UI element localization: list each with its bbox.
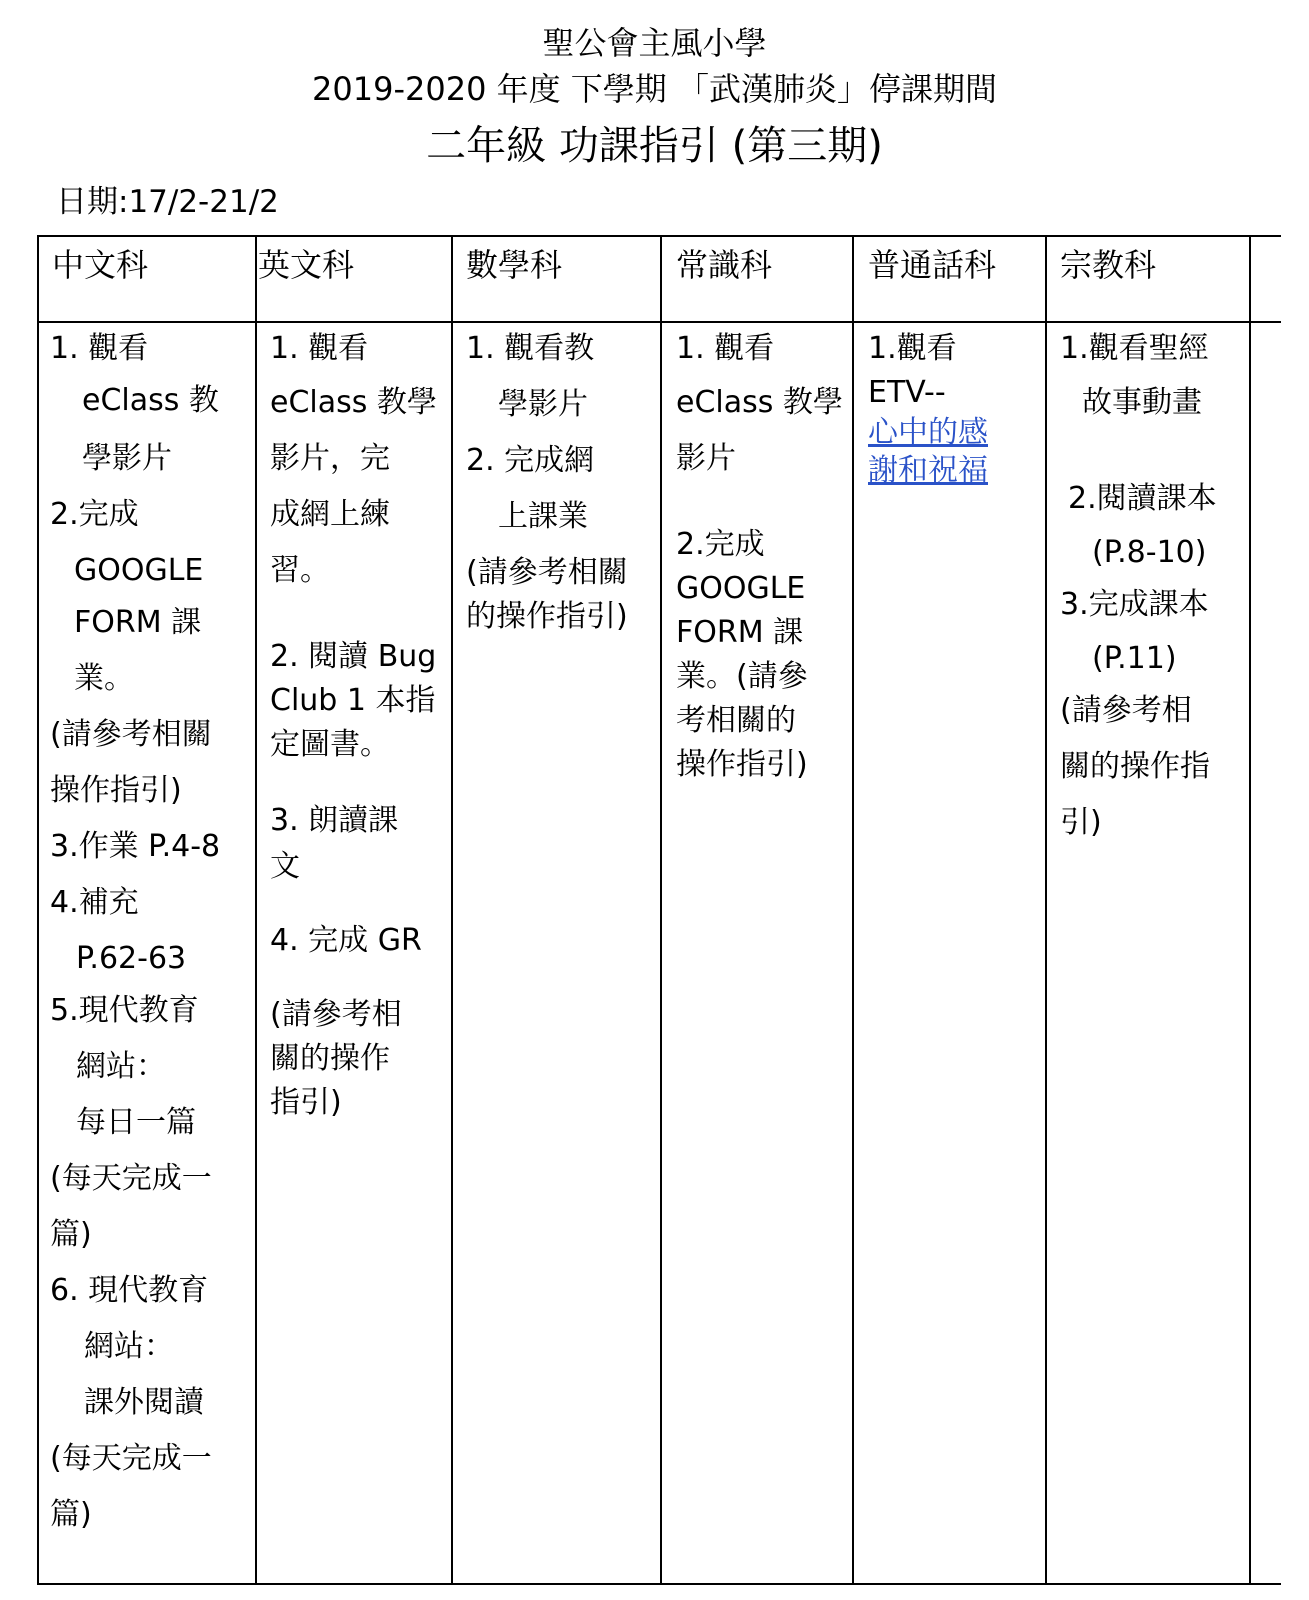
subject-header-general: 常識科 [676, 246, 773, 284]
instruction-line: 業。 [74, 661, 134, 696]
instruction-line: 篇) [50, 1497, 92, 1532]
instruction-line: 網站： [76, 1049, 166, 1084]
instruction-line: eClass 教學 [270, 385, 437, 420]
instruction-line: 3.完成課本 [1060, 587, 1209, 622]
instruction-line: 5.現代教育 [50, 993, 199, 1028]
column-divider [255, 235, 257, 1585]
instruction-line: 2. 閱讀 Bug [270, 639, 437, 674]
table-border-right [1249, 235, 1251, 1585]
period-subtitle: 2019-2020 年度 下學期 「武漢肺炎」停課期間 [312, 70, 997, 108]
instruction-line: 引) [1060, 805, 1102, 840]
date-range: 日期:17/2-21/2 [56, 184, 279, 220]
instruction-line: 2. 完成網 [466, 443, 595, 478]
instruction-line: (P.8-10) [1092, 535, 1207, 570]
instruction-line: 考相關的 [676, 703, 796, 738]
instruction-line: 故事動畫 [1082, 385, 1202, 420]
subject-header-chinese: 中文科 [52, 246, 149, 284]
instruction-line: 學影片 [82, 441, 172, 476]
instruction-line: P.62-63 [76, 941, 187, 976]
instruction-line: (請參考相 [1060, 693, 1192, 728]
instruction-line: 指引) [270, 1085, 342, 1120]
page-title: 二年級 功課指引 (第三期) [426, 123, 883, 169]
etv-video-link[interactable]: 心中的感 [868, 415, 988, 450]
instruction-line: 習。 [270, 553, 330, 588]
instruction-line: eClass 教 [82, 383, 219, 418]
instruction-line: 影片 [676, 441, 736, 476]
etv-video-link[interactable]: 謝和祝福 [868, 453, 988, 488]
table-border-left [37, 235, 39, 1585]
instruction-line: (請參考相 [270, 997, 402, 1032]
instruction-line: 2.完成 [676, 527, 765, 562]
instruction-line: 定圖書。 [270, 727, 390, 762]
instruction-line: 網站： [84, 1329, 174, 1364]
instruction-line: 影片，完 [270, 441, 390, 476]
instruction-line: Club 1 本指 [270, 683, 436, 718]
instruction-line: 4.補充 [50, 885, 139, 920]
instruction-line: FORM 課 [74, 605, 202, 640]
instruction-line: 關的操作指 [1060, 749, 1210, 784]
instruction-line: GOOGLE [74, 553, 204, 588]
subject-header-english: 英文科 [258, 246, 355, 284]
column-divider [451, 235, 453, 1585]
table-border-top [37, 235, 1281, 237]
instruction-line: 1. 觀看 [270, 331, 369, 366]
column-divider [660, 235, 662, 1585]
instruction-line: GOOGLE [676, 571, 806, 606]
column-divider [852, 235, 854, 1585]
instruction-line: ETV-- [868, 375, 946, 410]
instruction-line: 操作指引) [676, 747, 808, 782]
instruction-line: (P.11) [1092, 641, 1177, 676]
instruction-line: 篇) [50, 1217, 92, 1252]
column-divider [1045, 235, 1047, 1585]
header-row-divider [37, 321, 1281, 323]
instruction-line: 4. 完成 GR [270, 923, 422, 958]
instruction-line: 課外閱讀 [84, 1385, 204, 1420]
subject-header-religion: 宗教科 [1060, 246, 1157, 284]
instruction-line: 1.觀看聖經 [1060, 331, 1209, 366]
instruction-line: 1. 觀看教 [466, 331, 595, 366]
instruction-line: (請參考相關 [50, 717, 212, 752]
instruction-line: eClass 教學 [676, 385, 843, 420]
instruction-line: 成網上練 [270, 497, 390, 532]
instruction-line: FORM 課 [676, 615, 804, 650]
instruction-line: 3. 朗讀課 [270, 803, 399, 838]
instruction-line: 的操作指引) [466, 599, 628, 634]
instruction-line: (請參考相關 [466, 555, 628, 590]
instruction-line: 3.作業 P.4-8 [50, 829, 221, 864]
subject-header-math: 數學科 [466, 246, 563, 284]
instruction-line: 上課業 [498, 499, 588, 534]
instruction-line: 每日一篇 [76, 1105, 196, 1140]
instruction-line: 操作指引) [50, 773, 182, 808]
instruction-line: 2.閱讀課本 [1068, 481, 1217, 516]
instruction-line: 關的操作 [270, 1041, 390, 1076]
subject-header-putonghua: 普通話科 [868, 246, 997, 284]
instruction-line: 1. 觀看 [676, 331, 775, 366]
instruction-line: 6. 現代教育 [50, 1273, 209, 1308]
instruction-line: 文 [270, 849, 300, 884]
school-name: 聖公會主風小學 [542, 24, 767, 62]
instruction-line: 1.觀看 [868, 331, 957, 366]
instruction-line: 2.完成 [50, 497, 139, 532]
instruction-line: (每天完成一 [50, 1161, 212, 1196]
instruction-line: 學影片 [498, 387, 588, 422]
table-border-bottom [37, 1583, 1281, 1585]
instruction-line: 業。(請參 [676, 659, 808, 694]
instruction-line: 1. 觀看 [50, 331, 149, 366]
instruction-line: (每天完成一 [50, 1441, 212, 1476]
